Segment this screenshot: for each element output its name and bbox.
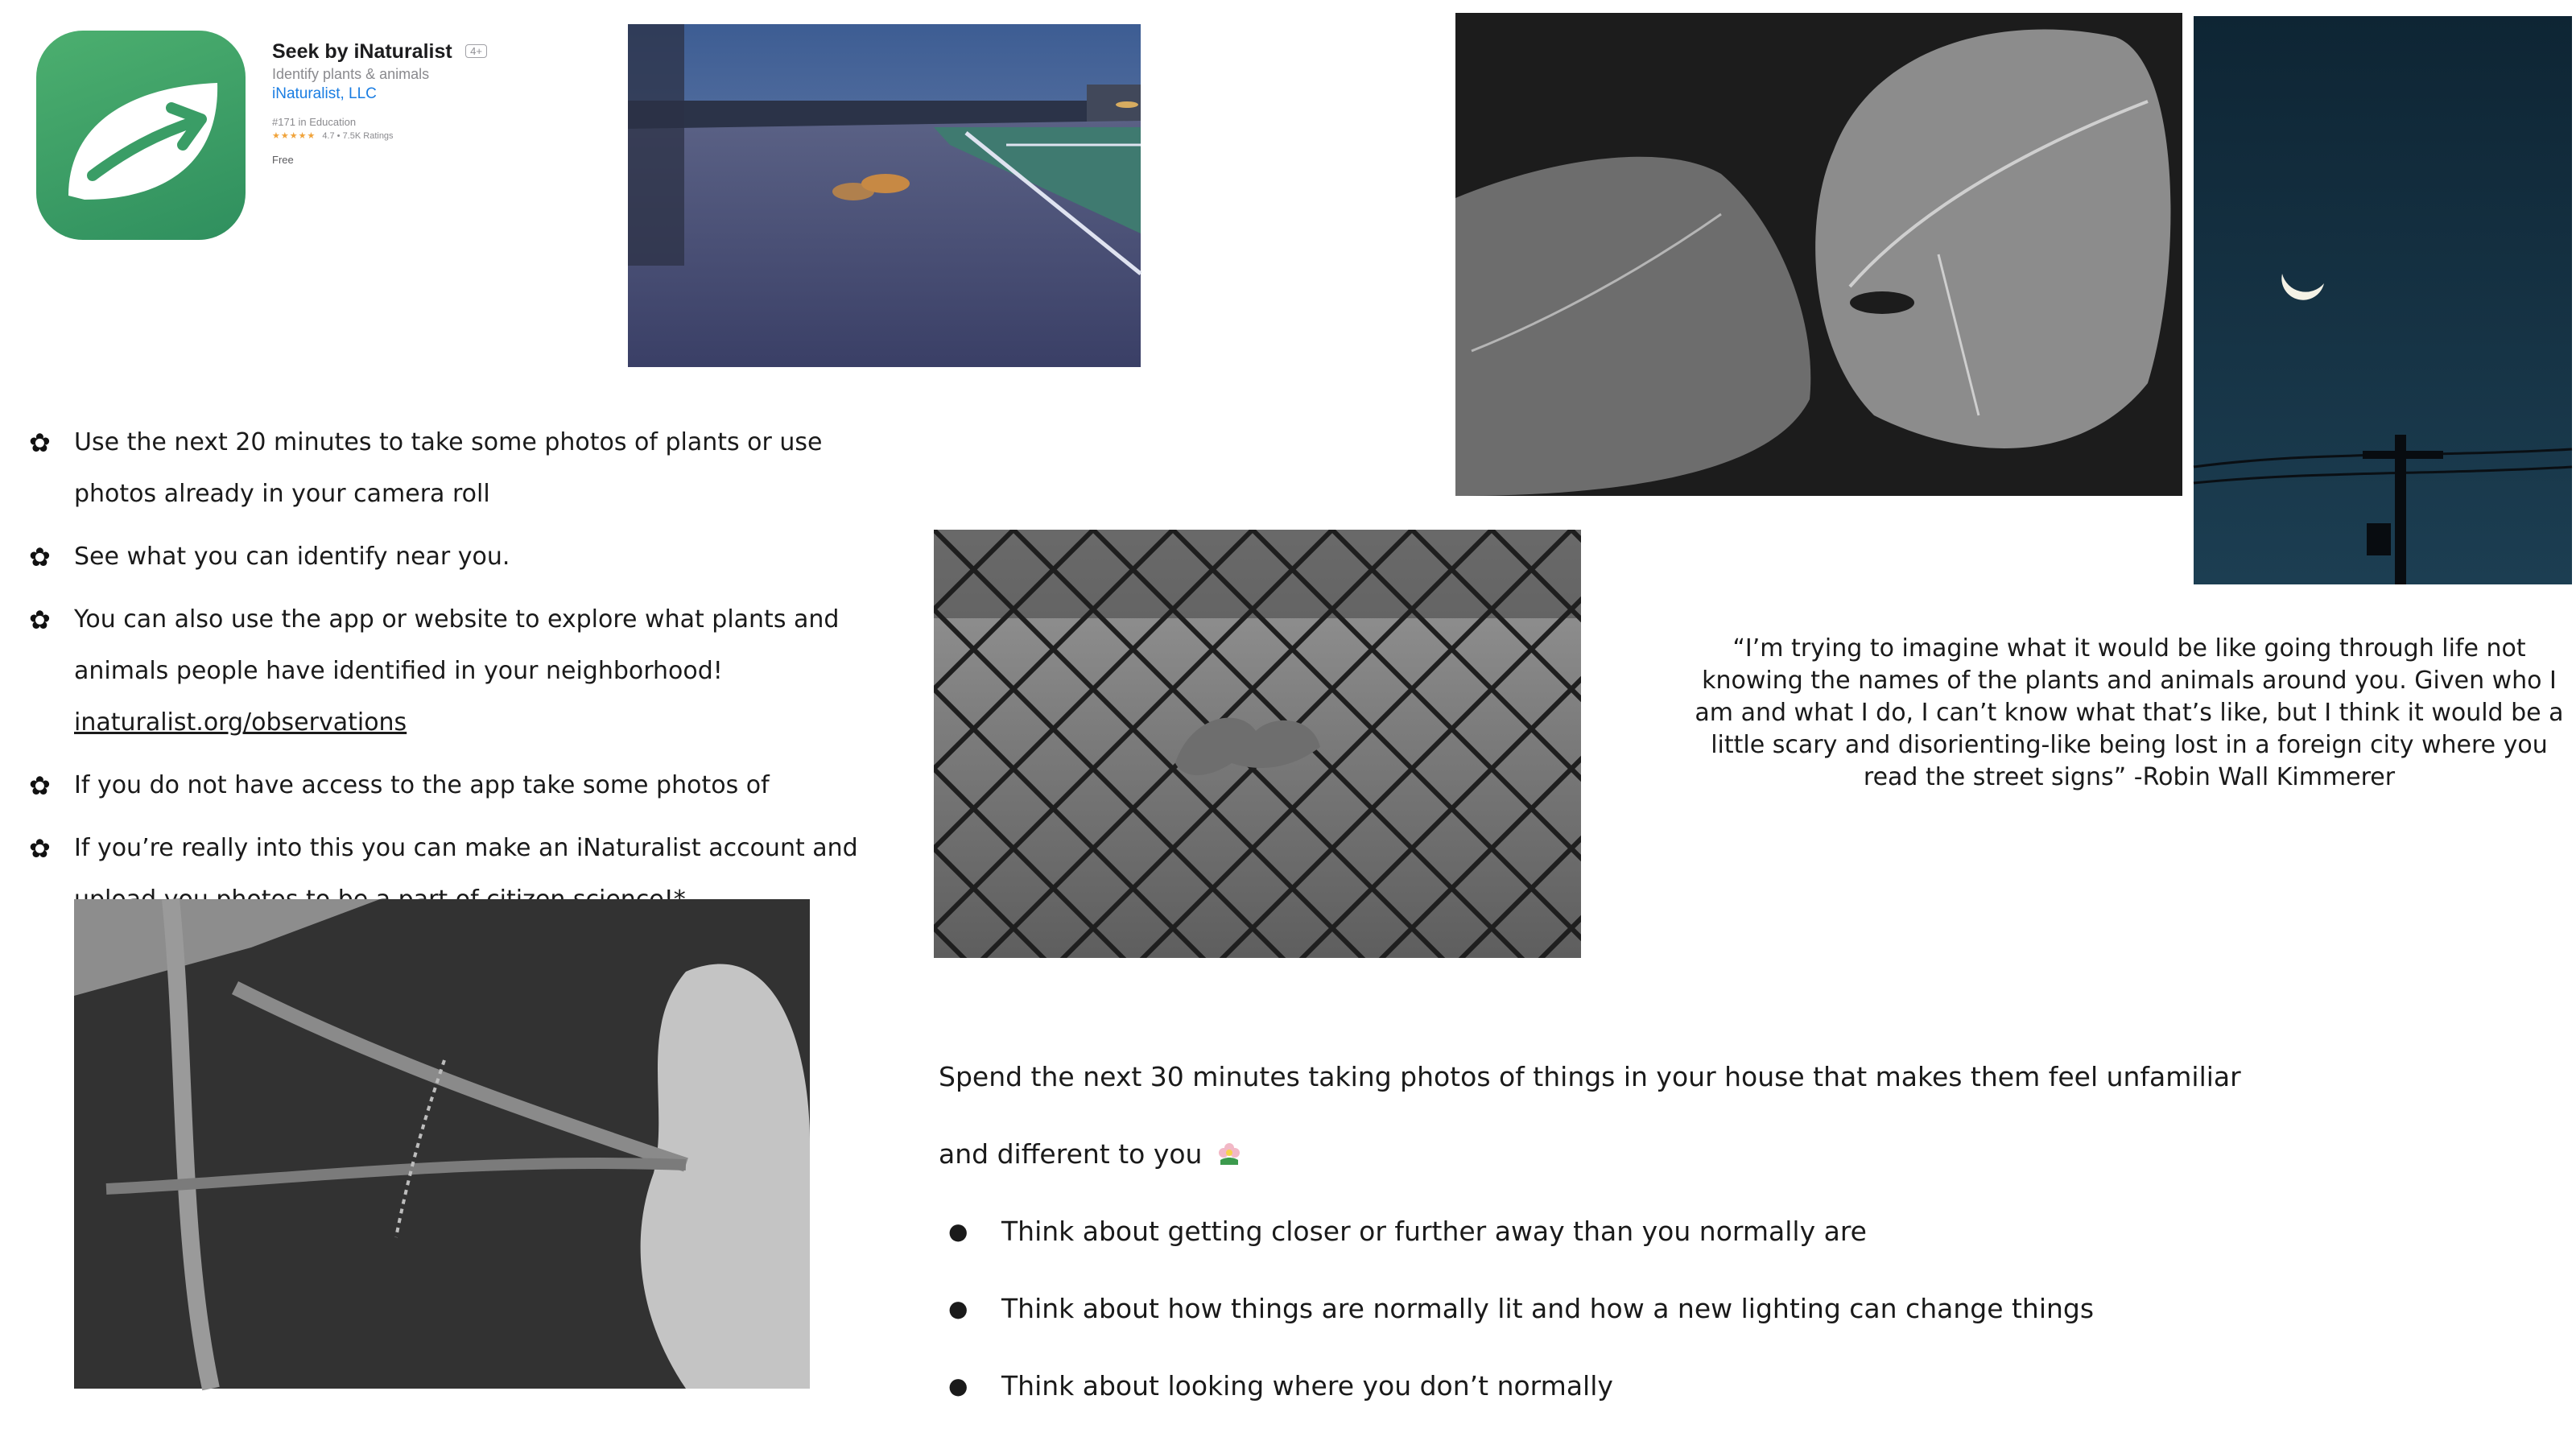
task-list — [29, 417, 885, 884]
bullet-dot-icon: ● — [948, 1218, 968, 1245]
fence-photo — [934, 530, 1581, 958]
rating-text: 4.7 • 7.5K Ratings — [322, 131, 394, 141]
app-name[interactable]: Seek by iNaturalist — [272, 40, 452, 63]
rating-row — [272, 130, 530, 141]
list-item — [29, 417, 885, 520]
list-item — [939, 1270, 2468, 1348]
task-text-part: You can also use the app or website to explore what plants and animals people have identified in your neighborhood! — [74, 605, 840, 685]
star-rating-icon: ★★★★★ — [272, 131, 316, 141]
task-text — [74, 594, 885, 749]
app-icon[interactable] — [36, 31, 246, 240]
task-text: See what you can identify near you. — [74, 543, 510, 571]
age-rating-badge: 4+ — [465, 44, 487, 58]
app-info — [272, 40, 530, 166]
kimmerer-quote: “I’m trying to imagine what it would be like going through life not knowing the names of the plants and animals around you. Given who I am and what I do, I can’t know what that’s like, but I think it would be a little scary and disorienting-like being lost in a foreign city where you read the street signs” -Robin Wall Kimmerer — [1695, 634, 2564, 791]
assignment-intro-text: and different to you — [939, 1138, 1203, 1170]
bullet-dot-icon: ● — [948, 1373, 968, 1399]
list-item — [939, 1193, 2468, 1270]
category-rank: #171 in Education — [272, 116, 357, 128]
dogs-photo — [628, 24, 1141, 367]
list-item — [29, 531, 885, 583]
leaf-arrow-icon — [36, 31, 246, 240]
inaturalist-link[interactable]: inaturalist.org/observations — [74, 708, 407, 737]
photo-assignment — [939, 1038, 2468, 1425]
flower-icon — [1216, 1141, 1243, 1168]
assignment-intro-line-1: Spend the next 30 minutes taking photos of things in your house that makes them feel unfamiliar — [939, 1061, 2241, 1092]
bullet-dot-icon: ● — [948, 1295, 968, 1322]
assignment-intro-line-2 — [939, 1116, 2468, 1193]
app-subtitle: Identify plants & animals — [272, 66, 430, 82]
assignment-item-text: Think about how things are normally lit and how a new lighting can change things — [1001, 1293, 2095, 1324]
developer-link[interactable]: iNaturalist, LLC — [272, 85, 377, 102]
list-item — [29, 760, 885, 811]
flower-bullet-icon: ✿ — [29, 833, 51, 864]
assignment-intro — [939, 1038, 2468, 1193]
moon-photo — [2194, 16, 2572, 584]
flower-bullet-icon: ✿ — [29, 605, 51, 635]
assignment-item-text: Think about getting closer or further away than you normally are — [1001, 1216, 1867, 1247]
list-item — [939, 1348, 2468, 1425]
flower-bullet-icon: ✿ — [29, 542, 51, 572]
price-label: Free — [272, 154, 294, 166]
task-text: If you’re really into this you can make an iNaturalist account and — [74, 834, 858, 862]
task-text: Use the next 20 minutes to take some photos of plants or use photos already in your camera roll — [74, 428, 823, 508]
flower-bullet-icon: ✿ — [29, 770, 51, 801]
assignment-item-text: Think about looking where you don’t normally — [1001, 1370, 1613, 1402]
list-item — [29, 594, 885, 749]
task-text: If you do not have access to the app take some photos of — [74, 771, 770, 799]
vine-photo — [74, 899, 810, 1389]
leaves-photo — [1455, 13, 2182, 496]
flower-bullet-icon: ✿ — [29, 427, 51, 458]
